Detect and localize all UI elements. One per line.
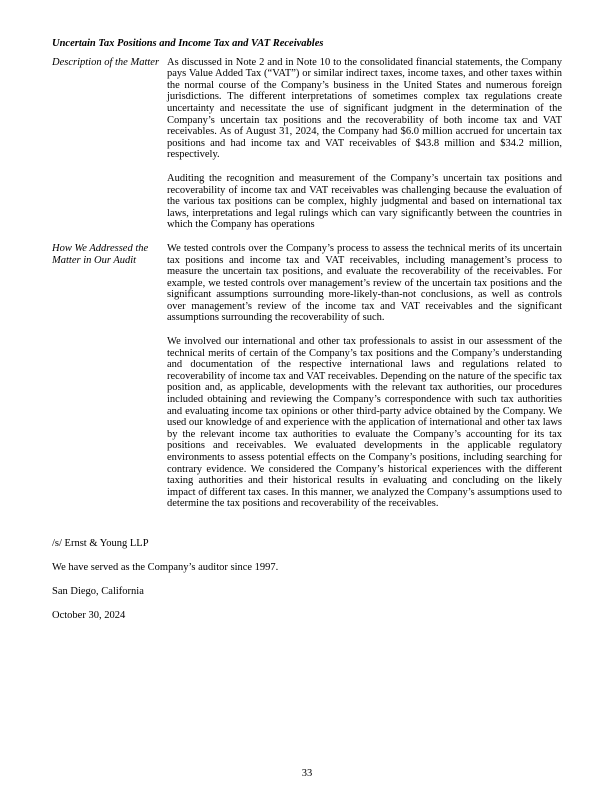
matter-response-section (52, 243, 562, 522)
auditor-location-line: San Diego, California (52, 586, 144, 598)
paragraph: As discussed in Note 2 and in Note 10 to the consolidated financial statements, the Company pays Value Added Tax (“VAT”) or similar indirect taxes, income taxes, and other taxes within the normal course of the Company’s business in the United States and numerous foreign jurisdictions. The different interpretations of sometimes complex tax regulations create uncertainty and necessitate the use of significant judgment in the determination of the Company’s uncertain tax positions and the recoverability of both income tax and VAT receivables. As of August 31, 2024, the Company had $6.0 million accrued for uncertain tax positions and had income tax and VAT receivables of $43.8 million and $34.2 million, respectively. (167, 56, 562, 161)
matter-description-label: Description of the Matter (52, 56, 160, 68)
auditor-signature-line: /s/ Ernst & Young LLP (52, 537, 149, 549)
auditor-tenure-line: We have served as the Company’s auditor since 1997. (52, 562, 279, 574)
page-number: 33 (301, 768, 313, 779)
paragraph: Auditing the recognition and measurement of the Company’s uncertain tax positions and recoverability of income tax and VAT receivables was challenging because the evaluation of the various tax positions can be complex, highly judgmental and based on international tax laws, interpretations and legal rulings which can vary significantly between the countries in which the Company has operations (167, 172, 562, 231)
matter-response-content (167, 243, 562, 522)
matter-description-section (52, 57, 562, 243)
report-date-line: October 30, 2024 (52, 610, 126, 622)
paragraph: We tested controls over the Company’s process to assess the technical merits of its uncertain tax positions and income tax and VAT receivables, including management’s process to measure the uncertain tax positions, and evaluate the recoverability of the receivables. For example, we tested controls over management’s review of the uncertain tax positions and the significant assumptions surrounding more-likely-than-not conclusions, as well as controls over management’s review of the income tax and VAT receivables and the significant assumptions surrounding the recoverability of such. (167, 242, 562, 324)
matter-response-label: How We Addressed the Matter in Our Audit (52, 242, 149, 266)
auditor-signature-block (52, 538, 562, 622)
section-heading: Uncertain Tax Positions and Income Tax and VAT Receivables (52, 38, 324, 49)
paragraph: We involved our international and other tax professionals to assist in our assessment of the technical merits of certain of the Company’s tax positions and the Company’s understanding and documentation of the respective international laws and regulations related to recoverability of income tax and VAT receivables. Depending on the nature of the specific tax position and, as applicable, developments with the relevant tax authorities, our procedures included obtaining and reviewing the Company’s correspondence with such tax authorities and evaluating income tax opinions or other third-party advice obtained by the Company. We used our knowledge of and experience with the application of international and other tax laws by the relevant income tax authorities to evaluate the Company’s accounting for its tax positions and receivables. We evaluated developments in the applicable regulatory environments to assess potential effects on the Company’s positions, including searching for contrary evidence. We considered the Company’s historical experiences with the different taxing authorities and their historical results in evaluating and concluding on the likely impact of different tax cases. In this manner, we analyzed the Company’s assumptions used to determine the tax positions and recoverability of the receivables. (167, 336, 562, 510)
matter-description-content (167, 57, 562, 243)
